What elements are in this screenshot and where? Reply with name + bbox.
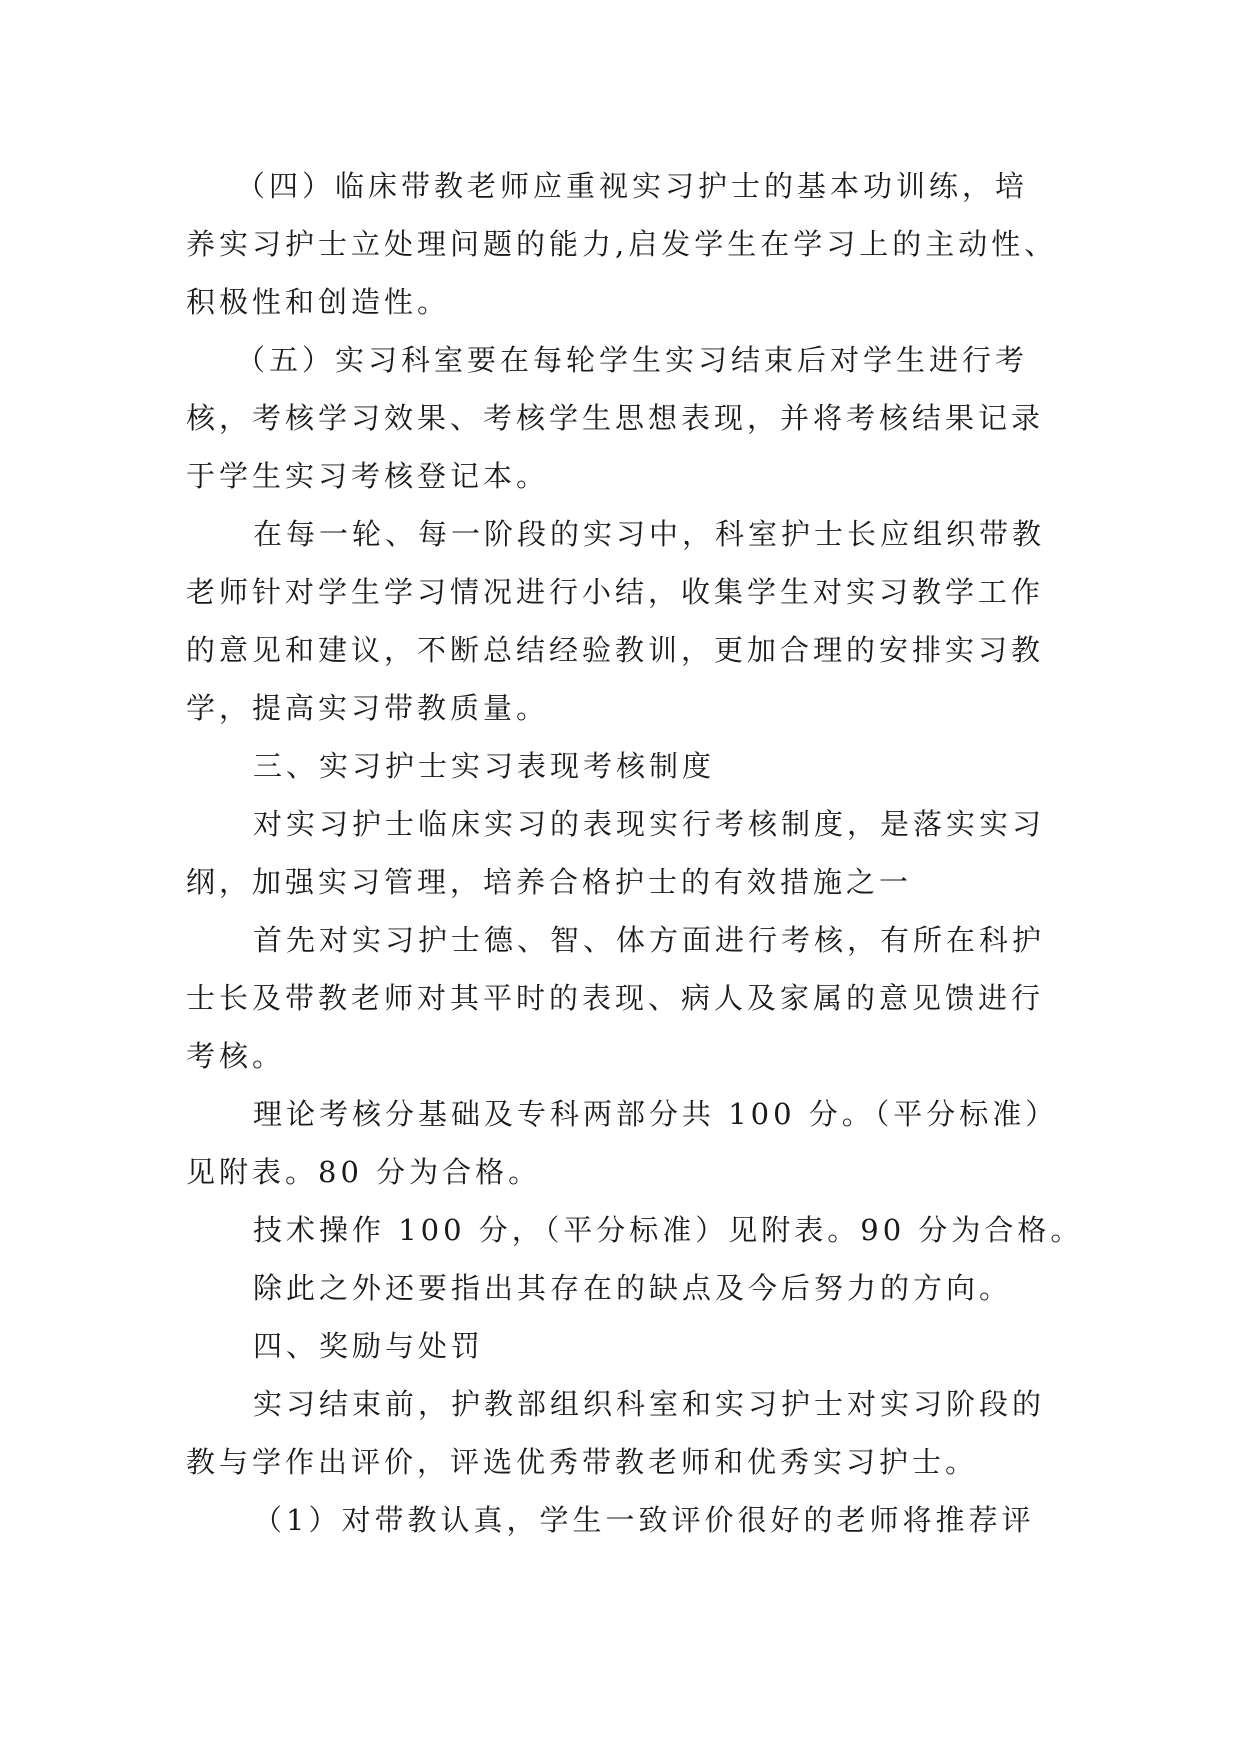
text-line: 于学生实习考核登记本。 [186, 459, 550, 493]
text-line: 纲，加强实习管理，培养合格护士的有效措施之一 [186, 865, 913, 899]
section-heading: 三、实习护士实习表现考核制度 [253, 749, 716, 783]
section-heading: 四、奖励与处罚 [253, 1329, 485, 1363]
text-line: 教与学作出评价，评选优秀带教老师和优秀实习护士。 [186, 1445, 979, 1479]
text-line: 学，提高实习带教质量。 [186, 691, 550, 725]
text-line: （四）临床带教老师应重视实习护士的基本功训练，培 [236, 169, 1029, 203]
text-line: 首先对实习护士德、智、体方面进行考核，有所在科护 [253, 923, 1046, 957]
text-line: 士长及带教老师对其平时的表现、病人及家属的意见馈进行 [186, 981, 1045, 1015]
text-line: （1）对带教认真，学生一致评价很好的老师将推荐评 [253, 1503, 1035, 1537]
text-line: 的意见和建议，不断总结经验教训，更加合理的安排实习教 [186, 633, 1045, 667]
text-line: 在每一轮、每一阶段的实习中，科室护士长应组织带教 [253, 517, 1046, 551]
text-line: 积极性和创造性。 [186, 285, 451, 319]
text-line: 考核。 [186, 1039, 286, 1073]
text-line: 养实习护士立处理问题的能力,启发学生在学习上的主动性、 [186, 227, 1058, 261]
text-line: 实习结束前，护教部组织科室和实习护士对实习阶段的 [253, 1387, 1046, 1421]
text-line: 老师针对学生学习情况进行小结，收集学生对实习教学工作 [186, 575, 1045, 609]
text-line: （五）实习科室要在每轮学生实习结束后对学生进行考 [236, 343, 1029, 377]
text-line: 技术操作 100 分，（平分标准）见附表。90 分为合格。 [253, 1213, 1084, 1247]
text-line: 核，考核学习效果、考核学生思想表现，并将考核结果记录 [186, 401, 1045, 435]
text-line: 对实习护士临床实习的表现实行考核制度，是落实实习 [253, 807, 1046, 841]
text-line: 理论考核分基础及专科两部分共 100 分。（平分标准） [253, 1097, 1059, 1131]
text-line: 除此之外还要指出其存在的缺点及今后努力的方向。 [253, 1271, 1013, 1305]
text-line: 见附表。80 分为合格。 [186, 1155, 542, 1189]
